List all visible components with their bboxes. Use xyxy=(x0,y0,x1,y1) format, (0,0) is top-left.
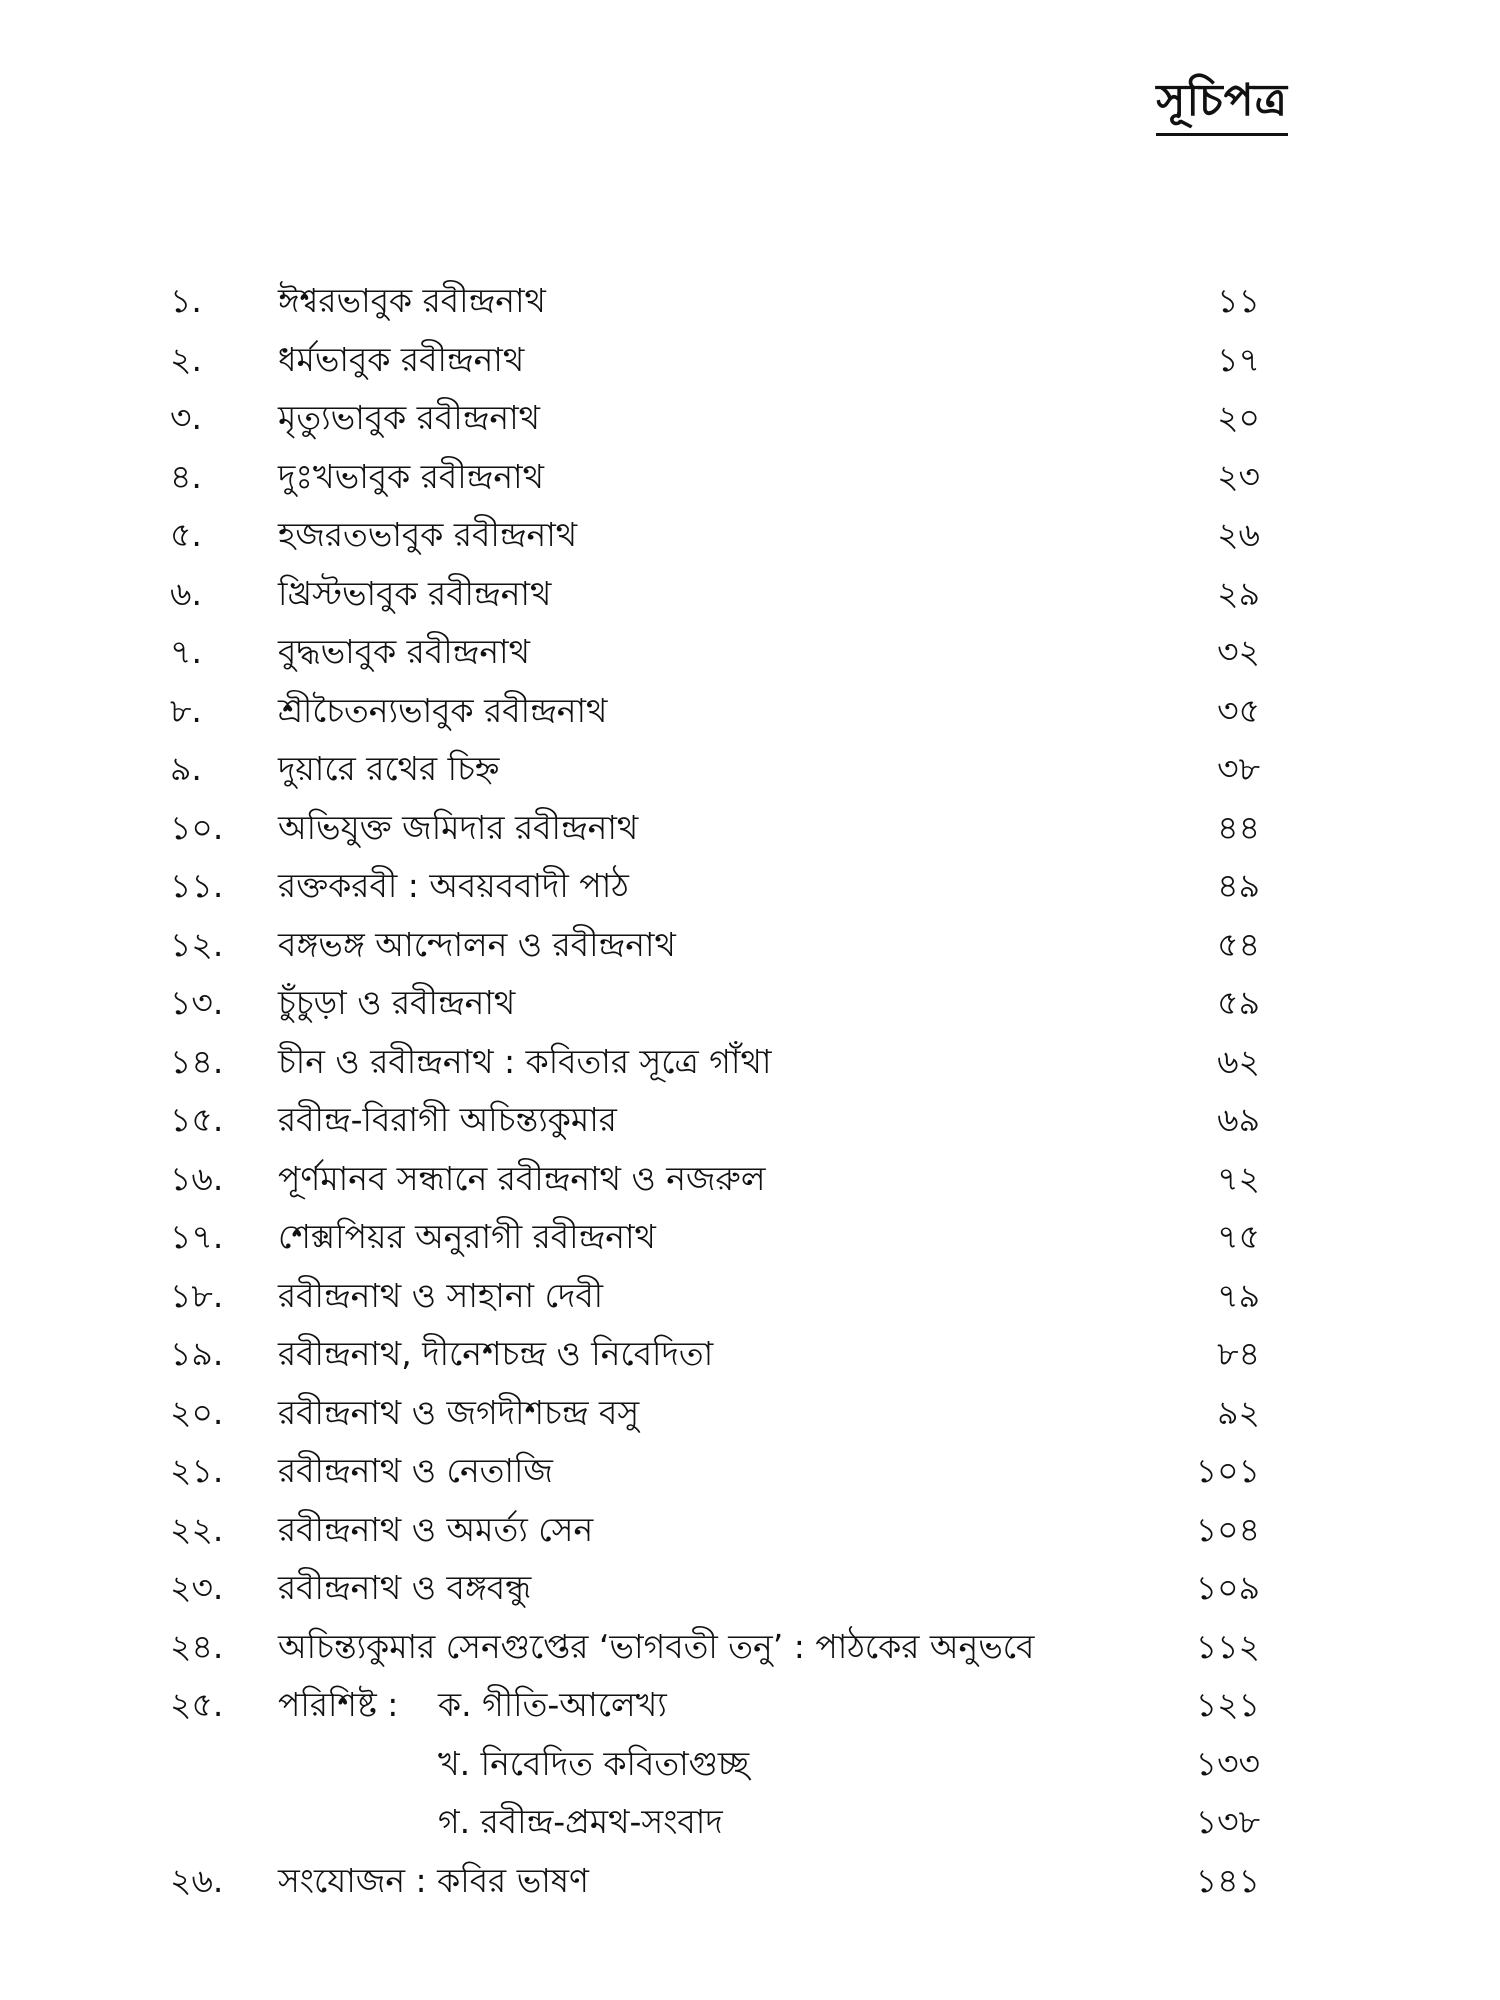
entry-number: ২২. xyxy=(170,1509,224,1549)
entry-number: ৮. xyxy=(170,690,202,730)
entry-title: অভিযুক্ত জমিদার রবীন্দ্রনাথ xyxy=(278,807,639,847)
entry-page: ২৬ xyxy=(1217,515,1260,554)
entry-title: রক্তকরবী : অবয়ববাদী পাঠ xyxy=(278,866,629,905)
entry-number: ৭. xyxy=(170,632,202,671)
entry-number: ২৪. xyxy=(170,1626,224,1666)
entry-page: ১০১ xyxy=(1195,1451,1260,1490)
entry-title: রবীন্দ্রনাথ ও নেতাজি xyxy=(278,1451,553,1490)
entry-title: দুঃখভাবুক রবীন্দ্রনাথ xyxy=(278,456,544,496)
entry-number: ১২. xyxy=(170,924,224,964)
entry-number: ১৬. xyxy=(170,1158,224,1198)
entry-title: মৃত্যুভাবুক রবীন্দ্রনাথ xyxy=(278,398,541,437)
entry-page: ৮৪ xyxy=(1217,1334,1260,1373)
toc-entry xyxy=(170,623,1260,682)
entry-page: ৪৪ xyxy=(1217,807,1260,847)
entry-title: শ্রীচৈতন্যভাবুক রবীন্দ্রনাথ xyxy=(278,690,608,730)
entry-title: রবীন্দ্রনাথ, দীনেশচন্দ্র ও নিবেদিতা xyxy=(278,1334,714,1373)
page-title: সূচিপত্র xyxy=(1156,76,1288,136)
entry-number: ১৪. xyxy=(170,1041,224,1081)
entry-page: ১৩৩ xyxy=(1195,1743,1260,1783)
entry-title: দুয়ারে রথের চিহ্ন xyxy=(278,749,500,788)
entry-number: ৩. xyxy=(170,398,202,437)
entry-title: খ্রিস্টভাবুক রবীন্দ্রনাথ xyxy=(278,573,552,613)
entry-page: ৬৯ xyxy=(1217,1100,1260,1139)
toc-entry xyxy=(170,916,1260,975)
entry-page: ৯২ xyxy=(1217,1392,1260,1432)
entry-page: ৬২ xyxy=(1217,1041,1260,1081)
toc-entry xyxy=(170,389,1260,448)
entry-number: ২৩. xyxy=(170,1568,224,1607)
toc-subentry xyxy=(170,1735,1260,1794)
entry-title: ধর্মভাবুক রবীন্দ্রনাথ xyxy=(278,339,525,379)
toc-entry xyxy=(170,1559,1260,1618)
entry-number: ১৫. xyxy=(170,1100,224,1139)
entry-page: ৩৫ xyxy=(1217,690,1260,730)
entry-page: ৩২ xyxy=(1217,632,1260,671)
entry-page: ১১ xyxy=(1217,281,1260,320)
toc-entry xyxy=(170,857,1260,916)
entry-title: বুদ্ধভাবুক রবীন্দ্রনাথ xyxy=(278,632,530,671)
entry-number: ১. xyxy=(170,281,202,320)
entry-number: ৬. xyxy=(170,573,202,613)
entry-number: ১৮. xyxy=(170,1275,224,1315)
toc-entry xyxy=(170,1618,1260,1677)
entry-page: ২০ xyxy=(1217,398,1260,437)
entry-title: রবীন্দ্রনাথ ও বঙ্গবন্ধু xyxy=(278,1568,532,1607)
entry-title: চীন ও রবীন্দ্রনাথ : কবিতার সূত্রে গাঁথা xyxy=(278,1041,772,1081)
entry-title: রবীন্দ্রনাথ ও অমর্ত্য সেন xyxy=(278,1509,594,1549)
entry-number: ২৫. xyxy=(170,1685,224,1724)
toc-subentry xyxy=(170,1793,1260,1852)
toc-entry xyxy=(170,272,1260,331)
entry-number: ২৬. xyxy=(170,1860,224,1900)
entry-title: অচিন্ত্যকুমার সেনগুপ্তের ‘ভাগবতী তনু’ : পাঠকের অনুভবে xyxy=(278,1626,1035,1666)
toc-entry xyxy=(170,1325,1260,1384)
toc-entry xyxy=(170,331,1260,390)
entry-title: চুঁচুড়া ও রবীন্দ্রনাথ xyxy=(278,983,516,1022)
entry-page: ১৩৮ xyxy=(1195,1802,1260,1841)
toc-list xyxy=(170,272,1260,1910)
entry-title: ঈশ্বরভাবুক রবীন্দ্রনাথ xyxy=(278,281,546,320)
entry-page: ৫৯ xyxy=(1217,983,1260,1022)
entry-number: ৪. xyxy=(170,456,202,496)
toc-entry xyxy=(170,1091,1260,1150)
toc-entry-appendix xyxy=(170,1676,1260,1735)
entry-number: ২০. xyxy=(170,1392,224,1432)
entry-number: ৯. xyxy=(170,749,202,788)
appendix-prefix: পরিশিষ্ট : xyxy=(278,1685,399,1724)
toc-entry xyxy=(170,1208,1260,1267)
entry-page: ২৯ xyxy=(1217,573,1260,613)
entry-page: ৫৪ xyxy=(1217,924,1260,964)
entry-number: ১১. xyxy=(170,866,224,905)
toc-entry xyxy=(170,1033,1260,1092)
entry-number: ১৯. xyxy=(170,1334,224,1373)
entry-title: শেক্সপিয়র অনুরাগী রবীন্দ্রনাথ xyxy=(278,1217,656,1256)
entry-title: পূর্ণমানব সন্ধানে রবীন্দ্রনাথ ও নজরুল xyxy=(278,1158,766,1198)
toc-entry xyxy=(170,1501,1260,1560)
entry-page: ১৭ xyxy=(1217,339,1260,379)
entry-page: ১১২ xyxy=(1195,1626,1260,1666)
entry-page: ৩৮ xyxy=(1217,749,1260,788)
toc-entry xyxy=(170,1384,1260,1443)
appendix-item-title: ক. গীতি-আলেখ্য xyxy=(438,1685,667,1724)
toc-entry xyxy=(170,1267,1260,1326)
entry-number: ২. xyxy=(170,339,202,379)
entry-title: হজরতভাবুক রবীন্দ্রনাথ xyxy=(278,515,578,554)
toc-entry xyxy=(170,682,1260,741)
appendix-item-title: গ. রবীন্দ্র-প্রমথ-সংবাদ xyxy=(438,1802,723,1841)
entry-number: ১৩. xyxy=(170,983,224,1022)
entry-page: ১০৪ xyxy=(1195,1509,1260,1549)
entry-number: ২১. xyxy=(170,1451,224,1490)
toc-entry xyxy=(170,799,1260,858)
entry-page: ১৪১ xyxy=(1195,1860,1260,1900)
entry-title: সংযোজন : কবির ভাষণ xyxy=(278,1860,590,1900)
entry-number: ১০. xyxy=(170,807,224,847)
entry-page: ৭৫ xyxy=(1217,1217,1260,1256)
entry-title: রবীন্দ্রনাথ ও জগদীশচন্দ্র বসু xyxy=(278,1392,640,1432)
entry-number: ৫. xyxy=(170,515,202,554)
entry-title: বঙ্গভঙ্গ আন্দোলন ও রবীন্দ্রনাথ xyxy=(278,924,676,964)
entry-page: ২৩ xyxy=(1217,456,1260,496)
toc-entry xyxy=(170,1150,1260,1209)
entry-number: ১৭. xyxy=(170,1217,224,1256)
entry-page: ১২১ xyxy=(1195,1685,1260,1724)
toc-entry xyxy=(170,974,1260,1033)
entry-page: ১০৯ xyxy=(1195,1568,1260,1607)
appendix-item-title: খ. নিবেদিত কবিতাগুচ্ছ xyxy=(438,1743,750,1783)
toc-entry xyxy=(170,448,1260,507)
toc-entry xyxy=(170,740,1260,799)
entry-page: ৪৯ xyxy=(1217,866,1260,905)
toc-entry xyxy=(170,506,1260,565)
toc-entry xyxy=(170,565,1260,624)
toc-entry xyxy=(170,1442,1260,1501)
entry-title: রবীন্দ্র-বিরাগী অচিন্ত্যকুমার xyxy=(278,1100,617,1139)
entry-page: ৭৯ xyxy=(1217,1275,1260,1315)
entry-title: রবীন্দ্রনাথ ও সাহানা দেবী xyxy=(278,1275,604,1315)
toc-entry-addendum xyxy=(170,1852,1260,1911)
entry-page: ৭২ xyxy=(1217,1158,1260,1198)
